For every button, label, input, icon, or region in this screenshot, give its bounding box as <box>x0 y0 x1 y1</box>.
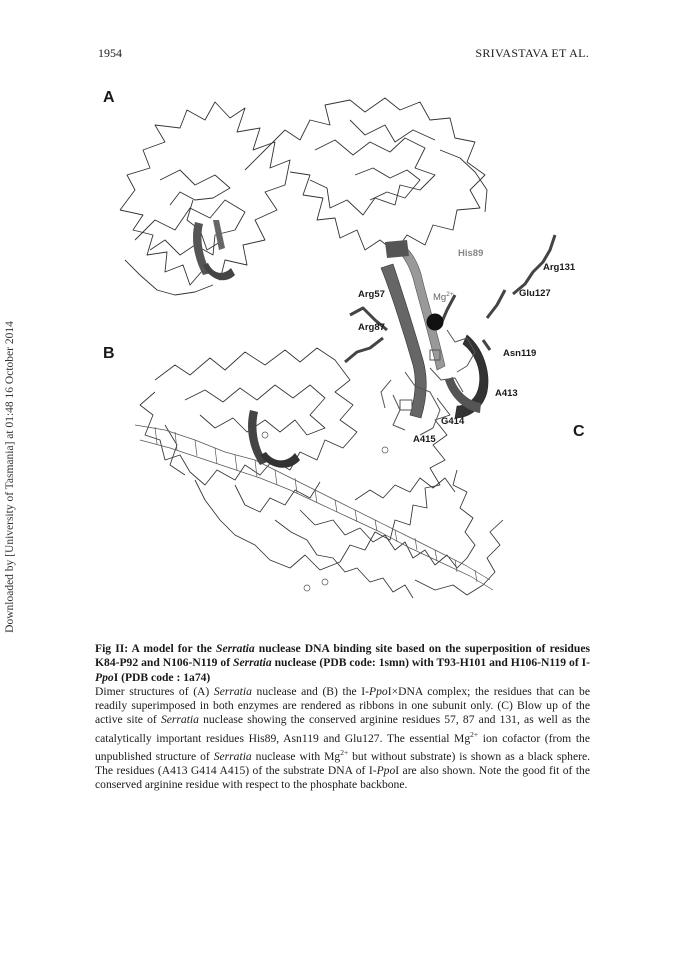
label-arg57: Arg57 <box>358 289 385 300</box>
label-a413: A413 <box>495 388 518 399</box>
panel-c-label: C <box>573 423 585 440</box>
label-asn119: Asn119 <box>503 348 537 359</box>
running-head: SRIVASTAVA ET AL. <box>475 46 589 60</box>
panel-a-label: A <box>103 89 115 106</box>
caption-title: Fig II: A model for the Serratia nuclease DNA binding site based on the superposition of residues K84-P92 and N106-N119 of Serratia nuclease (PDB code: 1smn) with T93-H101 and H106-N119 of I-PpoI (PDB code : 1a74) <box>95 642 590 684</box>
download-watermark <box>2 292 18 662</box>
figure-caption <box>95 642 590 793</box>
panel-a-ribbon <box>193 220 235 280</box>
label-arg87: Arg87 <box>358 322 385 333</box>
label-a415: A415 <box>413 434 436 445</box>
label-arg131: Arg131 <box>543 262 576 273</box>
panel-c-active-site <box>345 235 555 435</box>
label-g414: G414 <box>441 416 465 427</box>
label-glu127: Glu127 <box>519 288 551 299</box>
label-mg: $Mg^{2+}$ <box>433 291 454 303</box>
panel-b-dna <box>135 425 493 591</box>
panel-a-structure <box>120 98 487 295</box>
panel-b-label: B <box>103 345 115 362</box>
panel-b-ribbon <box>248 410 300 468</box>
page-number: 1954 <box>98 46 122 60</box>
figure-ii <box>95 80 615 625</box>
label-his89: His89 <box>458 248 484 259</box>
figure-illustration <box>95 80 615 625</box>
caption-body: Dimer structures of (A) Serratia nuclease and (B) the I-PpoI×DNA complex; the residues that can be readily superimposed in both enzymes are rendered as ribbons in one subunit only. (C) Blow up of the active site of Serratia nuclease showing the conserved arginine residues 57, 87 and 131, as well as the catalytically important residues His89, Asn119 and Glu127. The essential $Mg^{2+}$ ion cofactor (from the unpublished structure of Serratia nuclease with $Mg^{2+}$ but without substrate) is shown as a black sphere. The residues (A413 G414 A415) of the substrate DNA of I-PpoI are also shown. Note the good fit of the conserved arginine residue with respect to the phosphate backbone. <box>95 684 591 792</box>
download-watermark-text: Downloaded by [University of Tasmania] at 01:48 16 October 2014 <box>4 321 16 633</box>
